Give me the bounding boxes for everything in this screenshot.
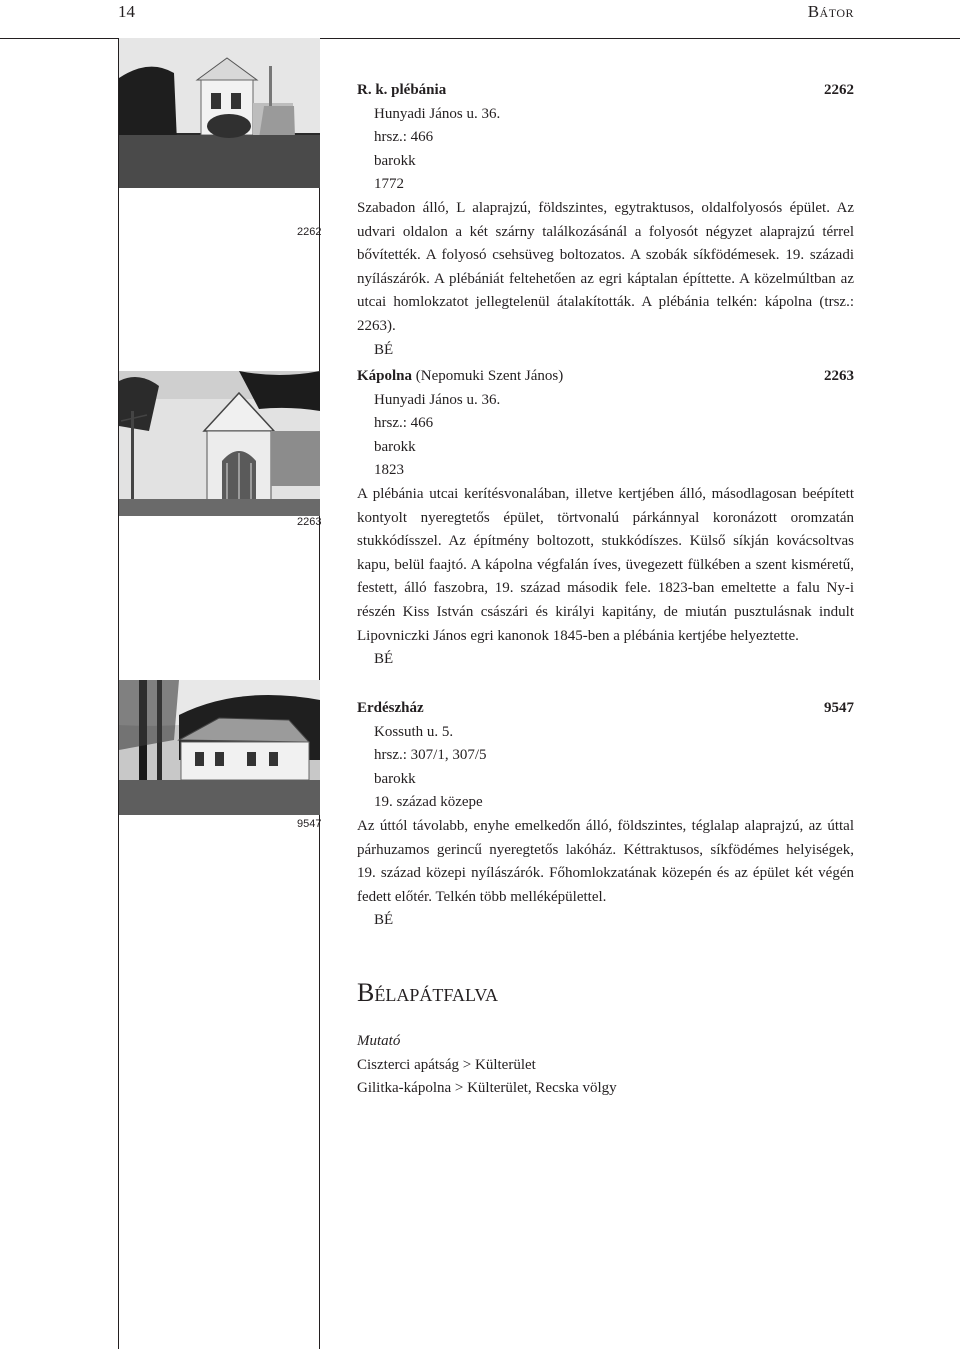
entry-number: 2262 [824,82,854,98]
photo-2262-image [119,38,320,188]
entry-body: A plébánia utcai kerítésvonalában, illetve kertjében álló, másodlagosan beépített kontyolt nyeregtetős épület, törtvonalú párkánnyal koronázott oromzatán stukkódísszel. Az építmény boltozott, stukkódíszes. Külső síkján kovácsoltvas kapu, belül faajtó. A kápolna végfalán íves, üvegezett fülkében a szent kisméretű, festett, álló faszobra, 19. század második fele. 1823-ban emeltette a falu Ny-i részén Kiss István császári és királyi kapitány, de miután pusztulásnak indult Lipovniczki János egri kanonok 1845-ben a plébánia kertjébe helyeztette. [357,485,854,644]
entry-hrsz: hrsz.: 466 [374,129,434,146]
entry-author: BÉ [374,341,394,358]
entry-author: BÉ [374,912,394,929]
entry-author: BÉ [374,651,394,668]
entry-style: barokk [374,152,416,169]
entry-date: 1823 [374,462,404,479]
page-header [0,0,960,40]
entry-header [357,697,854,721]
section-index [357,1030,617,1101]
entry-header [357,79,854,103]
entry-2262 [357,79,854,362]
entry-style: barokk [374,770,416,787]
entry-9547 [357,697,854,933]
entry-address: Hunyadi János u. 36. [374,105,501,122]
photo-column [118,38,320,1349]
photo-2263-image [119,371,320,516]
entry-header [357,365,854,389]
photo-label-2262: 2262 [297,226,322,238]
entry-style: barokk [374,438,416,455]
entry-address: Hunyadi János u. 36. [374,391,501,408]
entry-title: Erdészház [357,700,424,716]
index-item: Gilitka-kápolna > Külterület, Recska völgy [357,1080,617,1097]
index-item: Ciszterci apátság > Külterület [357,1056,536,1073]
entry-hrsz: hrsz.: 307/1, 307/5 [374,747,487,764]
photo-9547 [119,680,320,815]
entry-body: Szabadon álló, L alaprajzú, földszintes, egytraktusos, oldalfolyosós épület. Az udvari oldalon a két szárny találkozásánál a folyosót négyzet alaprajzú térrel bővítették. A folyosó csehsüveg boltozatos. A szobák síkfödémesek. 19. századi nyílászárók. A plébániát feltehetően az egri káptalan építtette. A közelmúltban az utcai homlokzatot jellegtelenül átalakították. A plébánia telkén: kápolna (trsz.: 2263). [357,199,854,334]
entry-date: 1772 [374,176,404,193]
entry-address: Kossuth u. 5. [374,723,454,740]
entry-body: Az úttól távolabb, enyhe emelkedőn álló, földszintes, téglalap alaprajzú, az úttal párhuzamos gerincű nyeregtetős lakóház. Kéttraktusos, síkfödémes helyiségek, 19. század közepi nyílászárók. Főhomlokzatának közepén és az épület két végén fedett előtér. Telkén több melléképülettel. [357,817,854,905]
photo-2262 [119,38,320,188]
entry-number: 9547 [824,700,854,716]
index-label: Mutató [357,1033,401,1049]
photo-label-9547: 9547 [297,818,322,830]
entry-number: 2263 [824,368,854,384]
running-head: Bátor [807,2,854,21]
entry-date: 19. század közepe [374,794,483,811]
section-title: Bélapátfalva [357,978,499,1007]
page-number: 14 [118,2,135,21]
entry-title: R. k. plébánia [357,82,447,98]
entry-hrsz: hrsz.: 466 [374,415,434,432]
photo-label-2263: 2263 [297,516,322,528]
photo-9547-image [119,680,320,815]
entry-2263 [357,365,854,672]
entry-title: Kápolna (Nepomuki Szent János) [357,368,564,384]
photo-2263 [119,371,320,516]
